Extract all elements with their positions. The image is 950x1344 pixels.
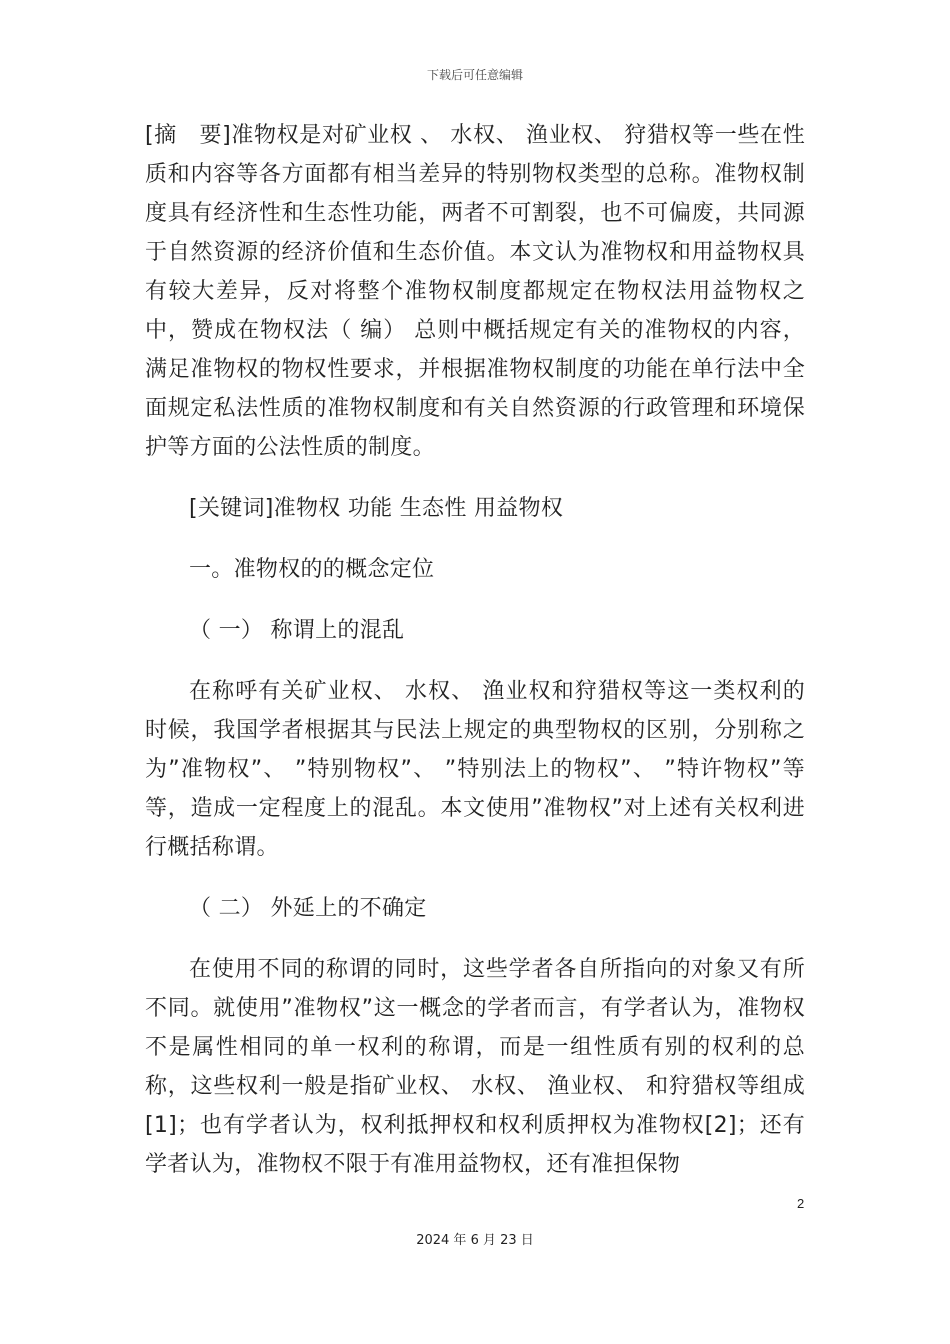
keywords-line: [关键词]准物权 功能 生态性 用益物权 xyxy=(189,496,564,521)
subsection-2-body: 在使用不同的称谓的同时，这些学者各自所指向的对象又有所不同。就使用”准物权”这一概念的学者而言，有学者认为，准物权不是属性相同的单一权利的称谓，而是一组性质有别的权利的总称，这些权利一般是指矿业权、 水权、 渔业权、 和狩猎权等组成[1]；也有学者认为，权利抵押权和权利质押权为准物权[2]；还有学者认为，准物权不限于有准用益物权，还有准担保物 xyxy=(145,957,805,1177)
page-number: 2 xyxy=(797,1196,805,1211)
subsection-1-body: 在称呼有关矿业权、 水权、 渔业权和狩猎权等这一类权利的时候，我国学者根据其与民法上规定的典型物权的区别，分别称之为”准物权”、 ”特别物权”、 ”特别法上的物权”、 ”特许物权”等等，造成一定程度上的混乱。本文使用”准物权”对上述有关权利进行概括称谓。 xyxy=(145,679,805,860)
section-1-title: 一。准物权的的概念定位 xyxy=(189,557,435,582)
abstract-paragraph: [摘 要]准物权是对矿业权 、 水权、 渔业权、 狩猎权等一些在性质和内容等各方面都有相当差异的特别物权类型的总称。准物权制度具有经济性和生态性功能，两者不可割裂，也不可偏废，共同源于自然资源的经济价值和生态价值。本文认为准物权和用益物权具有较大差异，反对将整个准物权制度都规定在物权法用益物权之中，赞成在物权法（ 编） 总则中概括规定有关的准物权的内容，满足准物权的物权性要求，并根据准物权制度的功能在单行法中全面规定私法性质的准物权制度和有关自然资源的行政管理和环境保护等方面的公法性质的制度。 xyxy=(145,123,805,460)
page-header: 下载后可任意编辑 xyxy=(426,68,523,82)
document-body xyxy=(145,116,805,1206)
subsection-2-title: （ 二） 外延上的不确定 xyxy=(189,896,427,921)
page-footer-date: 2024 年 6 月 23 日 xyxy=(416,1233,534,1248)
subsection-1-title: （ 一） 称谓上的混乱 xyxy=(189,618,405,643)
